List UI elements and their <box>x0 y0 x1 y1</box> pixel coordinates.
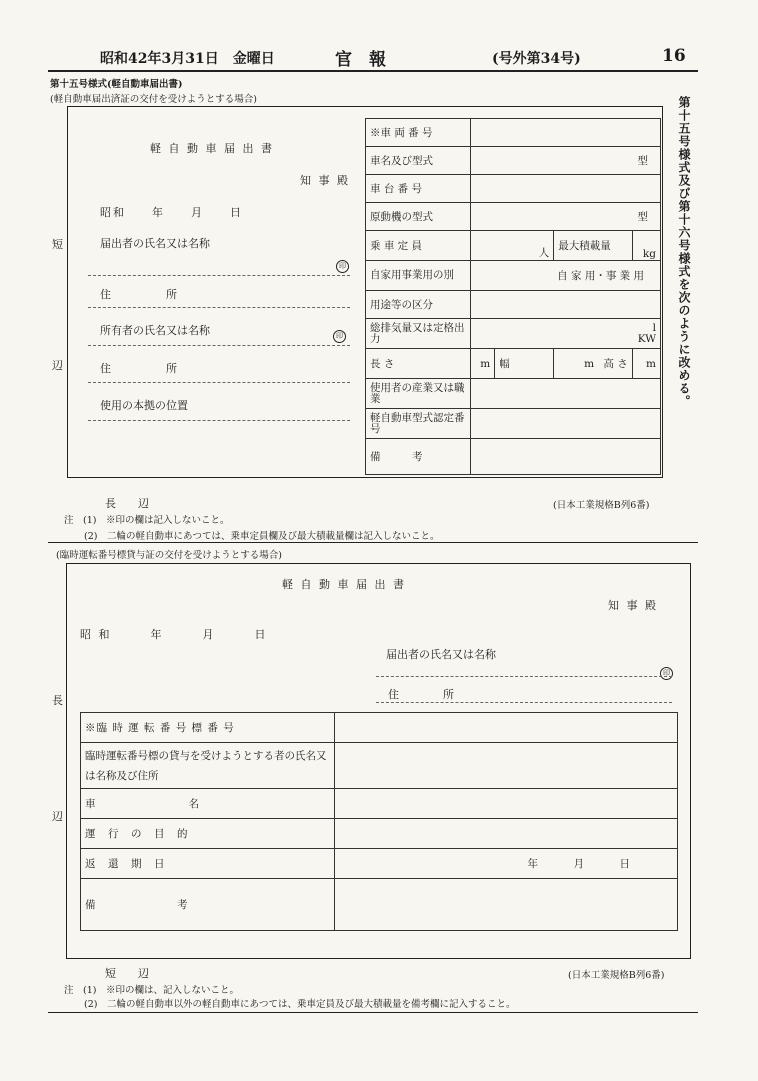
form16-applicant-label: 届出者の氏名又は名称 <box>386 648 496 661</box>
occupation-field[interactable] <box>471 379 661 409</box>
vehicle-number-field[interactable] <box>471 119 661 147</box>
form15-bottom-edge: 長 辺 <box>105 497 149 510</box>
chassis-number-label: 車 台 番 号 <box>366 175 471 203</box>
form15-vehicle-table <box>365 118 661 475</box>
remarks-field[interactable] <box>471 439 661 475</box>
form16-plate-table <box>80 712 678 931</box>
length-label: 長 さ <box>366 349 471 379</box>
return-date-field[interactable]: 年 月 日 <box>335 849 678 879</box>
form16-governor: 知 事 殿 <box>608 599 658 612</box>
table-row <box>366 349 661 379</box>
borrower-field[interactable] <box>335 743 678 789</box>
capacity-label: 乗 車 定 員 <box>366 231 471 261</box>
form15-governor: 知 事 殿 <box>300 174 350 187</box>
purpose-label: 運 行 の 目 的 <box>81 819 335 849</box>
header-date: 昭和42年3月31日 金曜日 <box>100 51 275 67</box>
form16-date: 昭 和 年 月 日 <box>80 628 268 641</box>
table-row <box>366 379 661 409</box>
form15-title: 軽 自 動 車 届 出 書 <box>150 142 274 155</box>
form16-applicant-seal: 印 <box>660 660 673 680</box>
page-bottom-rule <box>48 1012 698 1013</box>
form15-side-edge: 辺 <box>52 359 63 372</box>
displacement-unit-kw: KW <box>637 332 656 345</box>
form16-note-1: 注 (1) ※印の欄は、記入しないこと。 <box>64 985 239 996</box>
form15-note-1: 注 (1) ※印の欄は記入しないこと。 <box>64 515 230 526</box>
private-commercial-label: 自家用事業用の別 <box>366 261 471 291</box>
form16-rule-1 <box>376 676 672 677</box>
plate-number-field[interactable] <box>335 713 678 743</box>
form15-standard: (日本工業規格B列6番) <box>553 500 650 511</box>
form16-title: 軽 自 動 車 届 出 書 <box>282 578 406 591</box>
amendment-note: 第十五号様式及び第十六号様式を次のように改める。 <box>677 96 691 408</box>
table-row <box>366 439 661 475</box>
usage-class-label: 用途等の区分 <box>366 291 471 319</box>
table-row <box>366 147 661 175</box>
form15-owner-seal: 印 <box>333 323 346 343</box>
form15-rule-2 <box>88 307 350 308</box>
table-row <box>366 261 661 291</box>
engine-model-field[interactable]: 型 <box>471 203 661 231</box>
return-date-label: 返 還 期 日 <box>81 849 335 879</box>
form15-date: 昭和 年 月 日 <box>100 206 243 219</box>
form15-applicant-seal: 印 <box>336 253 349 273</box>
plate-number-label: ※臨 時 運 転 番 号 標 番 号 <box>81 713 335 743</box>
vehicle-name-field[interactable] <box>335 789 678 819</box>
form16-address-label: 住 所 <box>388 688 454 701</box>
form16-subheading: (臨時運転番号標貸与証の交付を受けようとする場合) <box>56 550 282 561</box>
form16-remarks-label: 備 考 <box>81 879 335 931</box>
vehicle-number-label: ※車 両 番 号 <box>366 119 471 147</box>
table-row <box>366 119 661 147</box>
private-commercial-field[interactable]: 自 家 用・事 業 用 <box>471 261 661 291</box>
engine-model-label: 原動機の型式 <box>366 203 471 231</box>
form16-rule-2 <box>376 702 672 703</box>
form15-subheading: (軽自動車届出済証の交付を受けようとする場合) <box>50 94 257 105</box>
displacement-label: 総排気量又は定格出力 <box>366 319 471 349</box>
form15-owner-label: 所有者の氏名又は名称 <box>100 324 210 337</box>
form16-side-edge: 辺 <box>52 810 63 823</box>
type-approval-label: 軽自動車型式認定番号 <box>366 409 471 439</box>
displacement-unit-l: l <box>652 321 656 334</box>
form15-storage-label: 使用の本拠の位置 <box>100 399 188 412</box>
form15-rule-4 <box>88 382 350 383</box>
usage-class-field[interactable] <box>471 291 661 319</box>
table-row <box>81 819 678 849</box>
section-divider <box>48 542 698 543</box>
header-title: 官 報 <box>335 50 386 70</box>
table-row <box>366 231 661 261</box>
form15-heading: 第十五号様式(軽自動車届出書) <box>50 79 183 90</box>
vehicle-name-label: 車 名 <box>81 789 335 819</box>
table-row <box>81 879 678 931</box>
header-page-number: 16 <box>662 46 686 66</box>
make-model-field[interactable]: 型 <box>471 147 661 175</box>
chassis-number-field[interactable] <box>471 175 661 203</box>
length-field[interactable]: m <box>471 349 495 379</box>
height-field[interactable]: m <box>632 349 660 379</box>
type-approval-field[interactable] <box>471 409 661 439</box>
max-load-field[interactable]: kg <box>632 231 660 261</box>
table-row <box>366 319 661 349</box>
height-label: 高 さ <box>603 358 628 370</box>
form15-side-short: 短 <box>52 238 63 251</box>
form15-address1-label: 住 所 <box>100 288 177 301</box>
remarks-label: 備 考 <box>366 439 471 475</box>
header-issue: (号外第34号) <box>492 51 581 67</box>
form15-address2-label: 住 所 <box>100 362 177 375</box>
form16-standard: (日本工業規格B列6番) <box>568 970 665 981</box>
purpose-field[interactable] <box>335 819 678 849</box>
borrower-label: 臨時運転番号標の貸与を受けようとする者の氏名又は名称及び住所 <box>81 743 335 789</box>
capacity-field[interactable]: 人 <box>471 231 554 261</box>
form15-rule-5 <box>88 420 350 421</box>
table-row <box>81 849 678 879</box>
make-model-label: 車名及び型式 <box>366 147 471 175</box>
table-row <box>366 409 661 439</box>
form16-note-2: (2) 二輪の軽自動車以外の軽自動車にあつては、乗車定員及び最大積載量を備考欄に記入すること。 <box>84 999 516 1010</box>
table-row <box>81 789 678 819</box>
table-row <box>366 291 661 319</box>
header-rule <box>48 70 698 72</box>
form16-bottom-edge: 短 辺 <box>105 967 149 980</box>
form16-remarks-field[interactable] <box>335 879 678 931</box>
form15-applicant-label: 届出者の氏名又は名称 <box>100 237 210 250</box>
form15-rule-3 <box>88 345 350 346</box>
max-load-label: 最大積載量 <box>554 231 633 261</box>
form15-note-2: (2) 二輪の軽自動車にあつては、乗車定員欄及び最大積載量欄は記入しないこと。 <box>84 531 440 542</box>
table-row <box>366 175 661 203</box>
width-unit: m <box>584 358 595 370</box>
width-field[interactable] <box>554 349 633 379</box>
displacement-field[interactable] <box>471 319 661 349</box>
occupation-label: 使用者の産業又は職業 <box>366 379 471 409</box>
form15-rule-1 <box>88 275 350 276</box>
table-row <box>81 743 678 789</box>
table-row <box>366 203 661 231</box>
width-label: 幅 <box>495 349 554 379</box>
table-row <box>81 713 678 743</box>
form16-side-long: 長 <box>52 694 63 707</box>
